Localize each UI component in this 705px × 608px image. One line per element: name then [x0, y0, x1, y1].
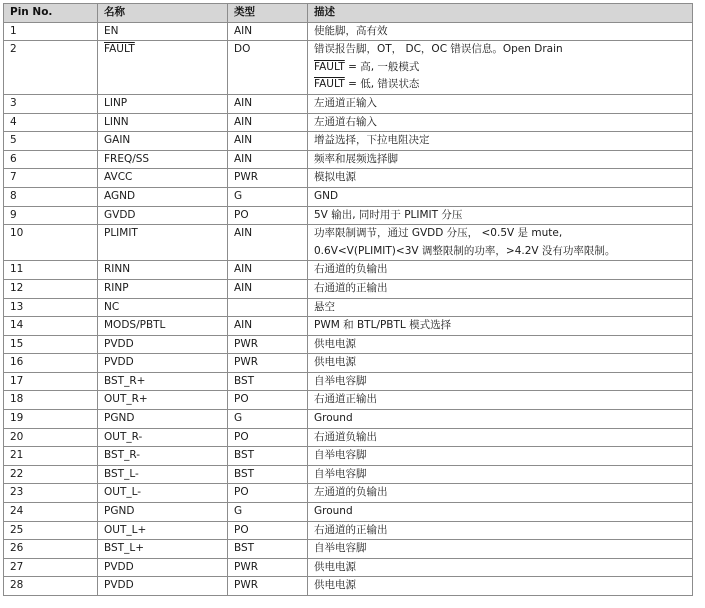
table-row	[4, 225, 693, 261]
cell-description	[308, 428, 693, 447]
cell-pin-no: 25	[4, 521, 98, 540]
cell-type: AIN	[228, 94, 308, 113]
cell-pin-no: 10	[4, 225, 98, 261]
description-line: FAULT = 低, 错误状态	[314, 78, 420, 91]
table-row	[4, 558, 693, 577]
description-line: 自举电容脚	[314, 374, 367, 387]
cell-name: PVDD	[98, 335, 228, 354]
table-row	[4, 317, 693, 336]
cell-pin-no: 15	[4, 335, 98, 354]
cell-pin-no: 11	[4, 261, 98, 280]
cell-type: PO	[228, 484, 308, 503]
table-header-row	[4, 4, 693, 23]
cell-type: AIN	[228, 113, 308, 132]
cell-type: DO	[228, 41, 308, 95]
cell-pin-no: 14	[4, 317, 98, 336]
cell-type: PWR	[228, 577, 308, 596]
cell-type: PO	[228, 521, 308, 540]
table-row	[4, 169, 693, 188]
cell-type: PWR	[228, 169, 308, 188]
table-row	[4, 447, 693, 466]
cell-pin-no: 27	[4, 558, 98, 577]
cell-name: PVDD	[98, 354, 228, 373]
cell-type: G	[228, 187, 308, 206]
table-row	[4, 113, 693, 132]
cell-name: FAULT	[98, 41, 228, 95]
cell-name: LINP	[98, 94, 228, 113]
description-line: 功率限制调节，通过 GVDD 分压， <0.5V 是 mute,	[314, 227, 563, 240]
cell-type: AIN	[228, 132, 308, 151]
cell-name: FREQ/SS	[98, 150, 228, 169]
cell-pin-no: 17	[4, 372, 98, 391]
cell-description	[308, 503, 693, 522]
cell-type: BST	[228, 372, 308, 391]
description-line: Ground	[314, 505, 353, 518]
table-row	[4, 540, 693, 559]
description-line: 左通道右输入	[314, 115, 377, 128]
cell-description	[308, 261, 693, 280]
description-line: 供电电源	[314, 356, 356, 369]
table-row	[4, 261, 693, 280]
cell-description	[308, 484, 693, 503]
description-line: 使能脚，高有效	[314, 24, 388, 37]
cell-description	[308, 298, 693, 317]
cell-pin-no: 18	[4, 391, 98, 410]
cell-type: PO	[228, 391, 308, 410]
description-line: Ground	[314, 412, 353, 425]
cell-name: PGND	[98, 410, 228, 429]
table-row	[4, 577, 693, 596]
cell-description	[308, 41, 693, 95]
table-row	[4, 22, 693, 41]
cell-name: OUT_L-	[98, 484, 228, 503]
table-row	[4, 94, 693, 113]
cell-pin-no: 8	[4, 187, 98, 206]
cell-description	[308, 113, 693, 132]
cell-description	[308, 540, 693, 559]
table-row	[4, 410, 693, 429]
cell-name: AGND	[98, 187, 228, 206]
cell-description	[308, 391, 693, 410]
cell-description	[308, 447, 693, 466]
cell-pin-no: 13	[4, 298, 98, 317]
table-row	[4, 372, 693, 391]
description-line: 错误报告脚，OT， DC，OC 错误信息。Open Drain	[314, 43, 563, 56]
description-line: FAULT = 高, 一般模式	[314, 60, 420, 73]
cell-pin-no: 16	[4, 354, 98, 373]
table-row	[4, 206, 693, 225]
table-row	[4, 484, 693, 503]
cell-pin-no: 23	[4, 484, 98, 503]
cell-pin-no: 26	[4, 540, 98, 559]
description-line: 增益选择，下拉电阻决定	[314, 134, 430, 147]
description-line: 频率和展频选择脚	[314, 152, 398, 165]
cell-description	[308, 372, 693, 391]
cell-type: AIN	[228, 150, 308, 169]
cell-pin-no: 6	[4, 150, 98, 169]
cell-type: BST	[228, 540, 308, 559]
cell-name: NC	[98, 298, 228, 317]
description-line: 右通道正输出	[314, 393, 377, 406]
cell-name: RINN	[98, 261, 228, 280]
cell-pin-no: 5	[4, 132, 98, 151]
cell-type	[228, 298, 308, 317]
header-type: 类型	[228, 4, 308, 23]
cell-pin-no: 20	[4, 428, 98, 447]
description-line: 左通道正输入	[314, 96, 377, 109]
table-row	[4, 187, 693, 206]
cell-description	[308, 354, 693, 373]
cell-description	[308, 150, 693, 169]
description-line: 自举电容脚	[314, 449, 367, 462]
cell-name: PVDD	[98, 577, 228, 596]
cell-name: BST_L+	[98, 540, 228, 559]
cell-name: PVDD	[98, 558, 228, 577]
description-line: 自举电容脚	[314, 542, 367, 555]
cell-description	[308, 410, 693, 429]
cell-description	[308, 279, 693, 298]
description-line: GND	[314, 189, 339, 202]
cell-pin-no: 2	[4, 41, 98, 95]
cell-type: G	[228, 503, 308, 522]
description-line: 模拟电源	[314, 171, 356, 184]
cell-type: PWR	[228, 558, 308, 577]
header-pin-no: Pin No.	[4, 4, 98, 23]
cell-pin-no: 4	[4, 113, 98, 132]
description-line: 0.6V<V(PLIMIT)<3V 调整限制的功率，>4.2V 没有功率限制。	[314, 244, 616, 257]
cell-name: GAIN	[98, 132, 228, 151]
cell-description	[308, 206, 693, 225]
table-row	[4, 298, 693, 317]
description-line: 供电电源	[314, 560, 356, 573]
table-row	[4, 465, 693, 484]
table-row	[4, 335, 693, 354]
cell-type: AIN	[228, 22, 308, 41]
cell-type: AIN	[228, 261, 308, 280]
cell-type: PO	[228, 206, 308, 225]
cell-description	[308, 521, 693, 540]
cell-type: PWR	[228, 335, 308, 354]
description-line: 左通道的负输出	[314, 486, 388, 499]
cell-name: EN	[98, 22, 228, 41]
cell-name: PLIMIT	[98, 225, 228, 261]
cell-pin-no: 9	[4, 206, 98, 225]
description-line: 右通道的正输出	[314, 523, 388, 536]
table-row	[4, 41, 693, 95]
table-row	[4, 391, 693, 410]
table-row	[4, 132, 693, 151]
cell-description	[308, 558, 693, 577]
description-line: PWM 和 BTL/PBTL 模式选择	[314, 319, 452, 332]
cell-pin-no: 22	[4, 465, 98, 484]
cell-description	[308, 225, 693, 261]
table-row	[4, 354, 693, 373]
cell-type: AIN	[228, 225, 308, 261]
table-row	[4, 521, 693, 540]
description-line: 悬空	[314, 300, 335, 313]
cell-pin-no: 1	[4, 22, 98, 41]
cell-type: PWR	[228, 354, 308, 373]
cell-description	[308, 465, 693, 484]
table-row	[4, 503, 693, 522]
pin-table	[3, 3, 693, 596]
header-name: 名称	[98, 4, 228, 23]
description-line: 右通道的负输出	[314, 263, 388, 276]
cell-name: MODS/PBTL	[98, 317, 228, 336]
cell-name: LINN	[98, 113, 228, 132]
cell-description	[308, 577, 693, 596]
cell-type: G	[228, 410, 308, 429]
table-row	[4, 150, 693, 169]
header-description: 描述	[308, 4, 693, 23]
pin-table-body	[4, 22, 693, 595]
cell-name: OUT_R-	[98, 428, 228, 447]
cell-description	[308, 94, 693, 113]
cell-name: GVDD	[98, 206, 228, 225]
cell-pin-no: 19	[4, 410, 98, 429]
cell-pin-no: 7	[4, 169, 98, 188]
cell-description	[308, 335, 693, 354]
cell-type: PO	[228, 428, 308, 447]
cell-type: BST	[228, 447, 308, 466]
cell-description	[308, 169, 693, 188]
cell-name: OUT_R+	[98, 391, 228, 410]
cell-pin-no: 3	[4, 94, 98, 113]
cell-name: AVCC	[98, 169, 228, 188]
description-line: 右通道的正输出	[314, 281, 388, 294]
cell-name: BST_R-	[98, 447, 228, 466]
cell-type: AIN	[228, 279, 308, 298]
cell-description	[308, 22, 693, 41]
table-row	[4, 428, 693, 447]
cell-name: BST_R+	[98, 372, 228, 391]
cell-name: PGND	[98, 503, 228, 522]
description-line: 供电电源	[314, 579, 356, 592]
description-line: 供电电源	[314, 337, 356, 350]
cell-pin-no: 28	[4, 577, 98, 596]
cell-type: BST	[228, 465, 308, 484]
description-line: 5V 输出, 同时用于 PLIMIT 分压	[314, 208, 463, 221]
cell-description	[308, 317, 693, 336]
cell-name: BST_L-	[98, 465, 228, 484]
cell-description	[308, 187, 693, 206]
table-row	[4, 279, 693, 298]
cell-pin-no: 21	[4, 447, 98, 466]
cell-pin-no: 12	[4, 279, 98, 298]
description-line: 自举电容脚	[314, 467, 367, 480]
cell-description	[308, 132, 693, 151]
cell-pin-no: 24	[4, 503, 98, 522]
cell-type: AIN	[228, 317, 308, 336]
description-line: 右通道负输出	[314, 430, 377, 443]
cell-name: OUT_L+	[98, 521, 228, 540]
cell-name: RINP	[98, 279, 228, 298]
